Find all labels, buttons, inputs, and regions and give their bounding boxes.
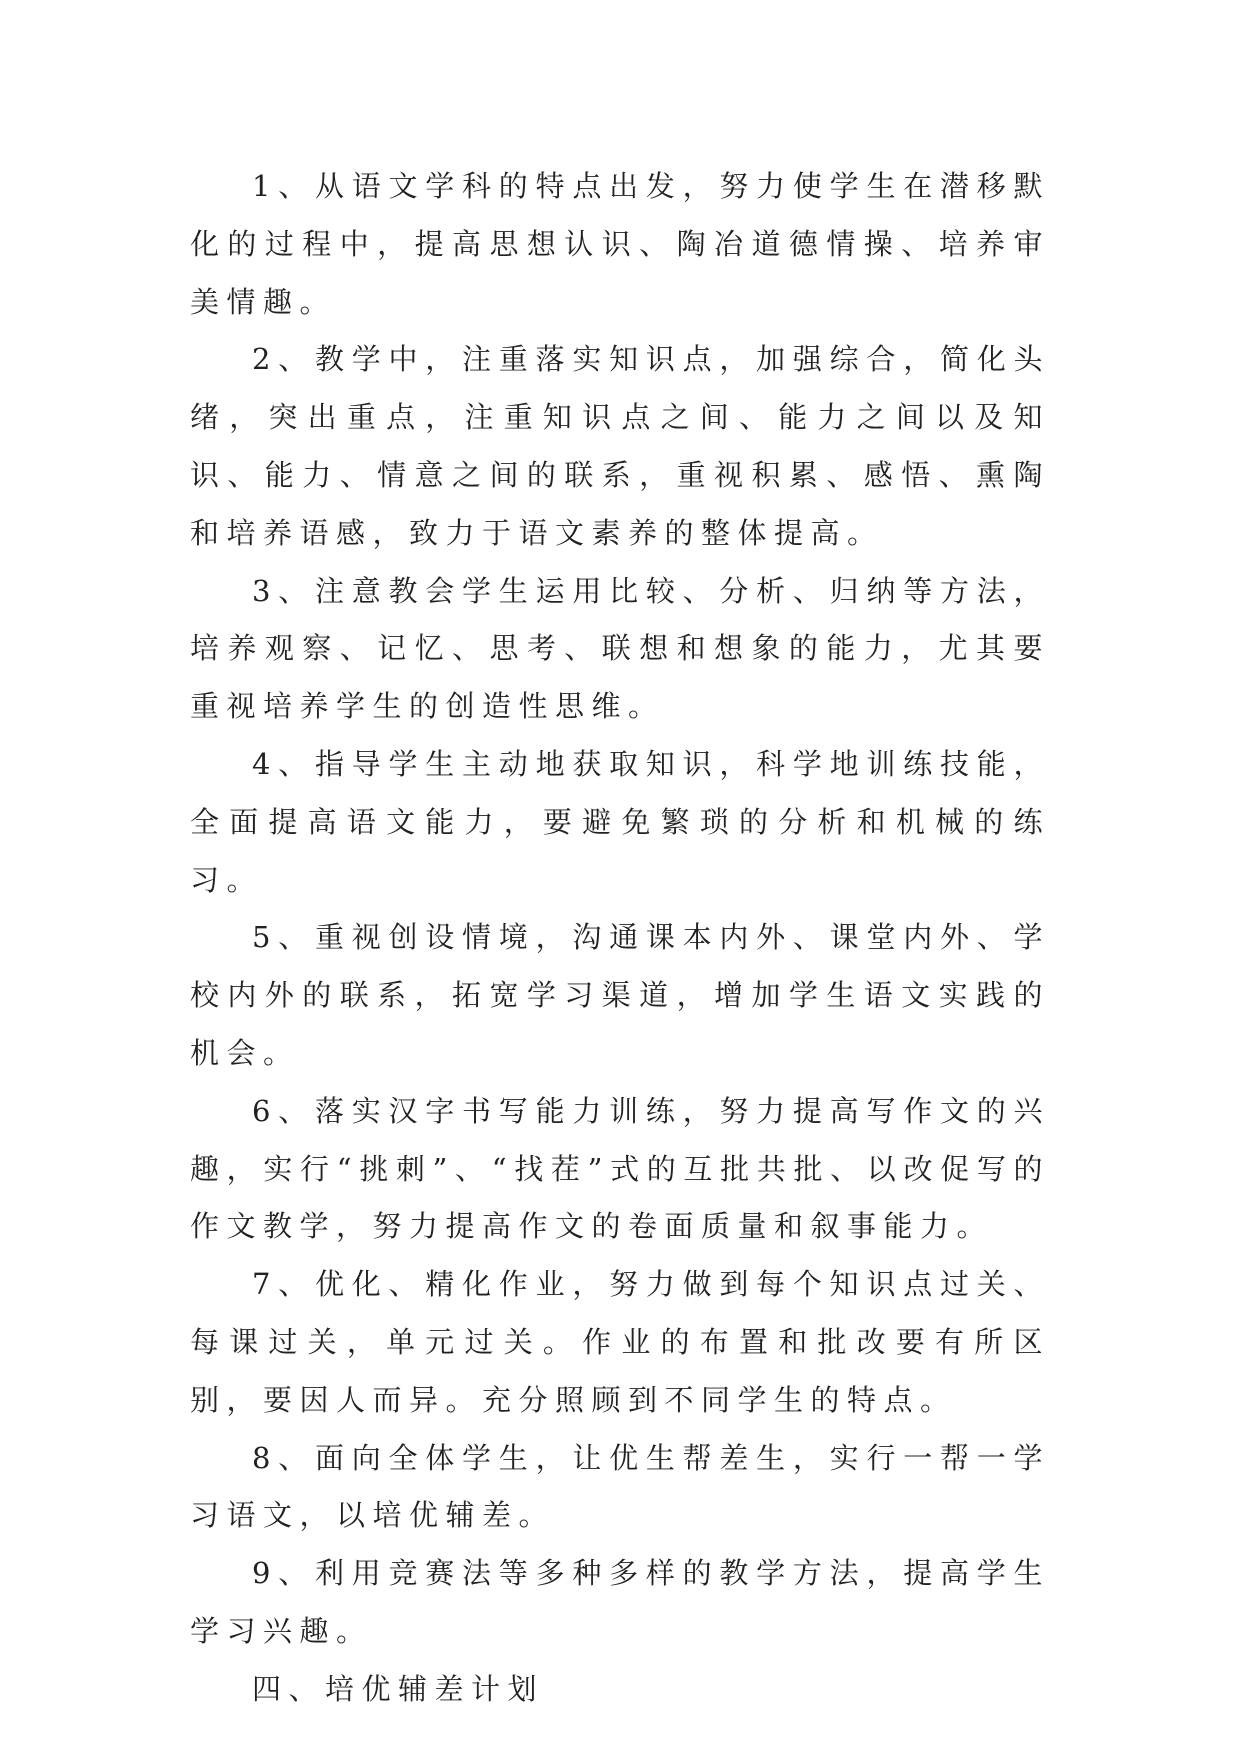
paragraph-5: 5、重视创设情境，沟通课本内外、课堂内外、学校内外的联系，拓宽学习渠道，增加学生语文实践的机会。 <box>190 920 1050 1070</box>
paragraph-1: 1、从语文学科的特点出发，努力使学生在潜移默化的过程中，提高思想认识、陶冶道德情操、培养审美情趣。 <box>190 169 1050 319</box>
paragraph-2: 2、教学中，注重落实知识点，加强综合，简化头绪，突出重点，注重知识点之间、能力之间以及知识、能力、情意之间的联系，重视积累、感悟、熏陶和培养语感，致力于语文素养的整体提高。 <box>190 342 1050 550</box>
paragraph-3: 3、注意教会学生运用比较、分析、归纳等方法，培养观察、记忆、思考、联想和想象的能力，尤其要重视培养学生的创造性思维。 <box>190 573 1050 724</box>
paragraph-8: 8、面向全体学生，让优生帮差生，实行一帮一学习语文，以培优辅差。 <box>190 1440 1050 1533</box>
paragraph-9: 9、利用竞赛法等多种多样的教学方法，提高学生学习兴趣。 <box>190 1556 1050 1648</box>
paragraph-4: 4、指导学生主动地获取知识，科学地训练技能，全面提高语文能力，要避免繁琐的分析和机械的练习。 <box>190 746 1050 897</box>
paragraph-7: 7、优化、精化作业，努力做到每个知识点过关、每课过关，单元过关。作业的布置和批改要有所区别，要因人而异。充分照顾到不同学生的特点。 <box>190 1267 1050 1417</box>
document-body <box>190 158 1050 1719</box>
paragraph-6: 6、落实汉字书写能力训练，努力提高写作文的兴趣，实行“挑刺”、“找茬”式的互批共批、以改促写的作文教学，努力提高作文的卷面质量和叙事能力。 <box>190 1093 1050 1244</box>
section-heading: 四、培优辅差计划 <box>252 1671 545 1706</box>
